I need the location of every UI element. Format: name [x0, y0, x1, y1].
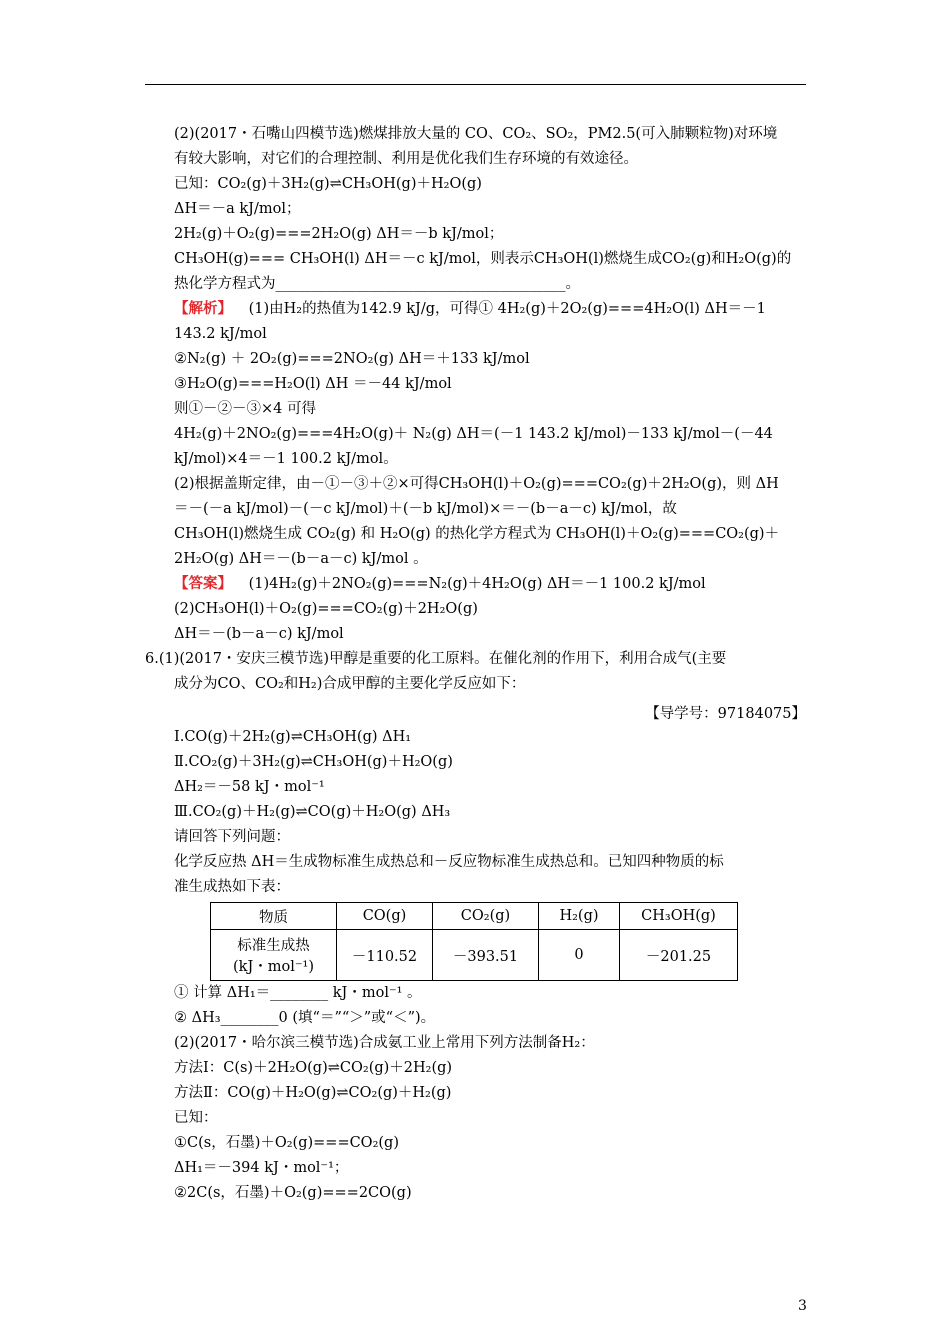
- text-line: 方法Ⅱ：CO(g)＋H₂O(g)⇌CO₂(g)＋H₂(g): [174, 1085, 452, 1101]
- text-line: (1)4H₂(g)＋2NO₂(g)===N₂(g)＋4H₂O(g) ΔH＝－1 100.2 kJ/mol: [248, 576, 706, 592]
- text-line: Ⅱ.CO₂(g)＋3H₂(g)⇌CH₃OH(g)＋H₂O(g): [174, 754, 453, 770]
- table-cell: －110.52: [337, 930, 433, 981]
- text-line: 请回答下列问题：: [174, 829, 290, 845]
- text-line: ΔH₂＝－58 kJ・mol⁻¹: [174, 779, 325, 795]
- text-line: (1)由H₂的热值为142.9 kJ/g，可得① 4H₂(g)＋2O₂(g)===4H₂O(l) ΔH＝－1: [248, 301, 766, 317]
- answer-tag: 【答案】: [174, 575, 232, 592]
- heat-of-formation-table: [210, 902, 738, 981]
- text-line: 化学反应热 ΔH＝生成物标准生成热总和－反应物标准生成热总和。已知四种物质的标: [174, 854, 724, 870]
- table-header-cell: CO₂(g): [433, 903, 539, 930]
- row-label-unit: (kJ・mol⁻¹): [233, 959, 314, 975]
- table-cell: －201.25: [620, 930, 738, 981]
- text-line: kJ/mol)×4＝－1 100.2 kJ/mol。: [174, 451, 398, 467]
- text-line: (2)根据盖斯定律，由－①－③＋②×可得CH₃OH(l)＋O₂(g)===CO₂(g)＋2H₂O(g)，则 ΔH: [174, 476, 779, 492]
- text-line: ② ΔH₃________0 (填“＝”“＞”或“＜”)。: [174, 1010, 436, 1026]
- page-number: 3: [798, 1298, 807, 1314]
- text-line: Ⅲ.CO₂(g)＋H₂(g)⇌CO(g)＋H₂O(g) ΔH₃: [174, 804, 451, 820]
- answer-line: [174, 574, 706, 594]
- table-header-cell: CO(g): [337, 903, 433, 930]
- text-line: 方法Ⅰ：C(s)＋2H₂O(g)⇌CO₂(g)＋2H₂(g): [174, 1060, 453, 1076]
- text-line: (2)(2017・石嘴山四模节选)燃煤排放大量的 CO、CO₂、SO₂，PM2.5(可入肺颗粒物)对环境: [174, 126, 778, 142]
- text-line: ②2C(s，石墨)＋O₂(g)===2CO(g): [174, 1185, 412, 1201]
- text-line: ＝－(－a kJ/mol)－(－c kJ/mol)＋(－b kJ/mol)×＝－(b－a－c) kJ/mol，故: [174, 501, 677, 517]
- text-line: ΔH＝－(b－a－c) kJ/mol: [174, 626, 344, 642]
- table-row-label: [211, 930, 337, 981]
- text-line: CH₃OH(l)燃烧生成 CO₂(g) 和 H₂O(g) 的热化学方程式为 CH₃OH(l)＋O₂(g)===CO₂(g)＋: [174, 526, 780, 542]
- text-line: 已知：: [174, 1110, 218, 1126]
- text-line: 143.2 kJ/mol: [174, 326, 267, 342]
- text-line: 成分为CO、CO₂和H₂)合成甲醇的主要化学反应如下：: [174, 676, 526, 692]
- reference-number: 【导学号：97184075】: [645, 706, 806, 722]
- text-line: ②N₂(g) ＋ 2O₂(g)===2NO₂(g) ΔH＝＋133 kJ/mol: [174, 351, 530, 367]
- text-line: ① 计算 ΔH₁＝________ kJ・mol⁻¹ 。: [174, 985, 422, 1001]
- table-cell: 0: [539, 930, 620, 981]
- text-line: 有较大影响，对它们的合理控制、利用是优化我们生存环境的有效途径。: [174, 151, 638, 167]
- row-label-line: 标准生成热: [237, 938, 310, 954]
- question-6: 6.(1)(2017・安庆三模节选)甲醇是重要的化工原料。在催化剂的作用下，利用合成气(主要: [145, 651, 727, 667]
- text-line: (2)CH₃OH(l)＋O₂(g)===CO₂(g)＋2H₂O(g): [174, 601, 478, 617]
- table-header-cell: H₂(g): [539, 903, 620, 930]
- text-line: 准生成热如下表：: [174, 879, 290, 895]
- text-line: (2)(2017・哈尔滨三模节选)合成氨工业上常用下列方法制备H₂：: [174, 1035, 595, 1051]
- text-line: ΔH₁＝－394 kJ・mol⁻¹；: [174, 1160, 349, 1176]
- text-line: 则①－②－③×4 可得: [174, 401, 316, 417]
- text-line: ①C(s，石墨)＋O₂(g)===CO₂(g): [174, 1135, 399, 1151]
- header-rule: [145, 84, 806, 85]
- analysis-tag: 【解析】: [174, 300, 232, 317]
- text-line: 2H₂O(g) ΔH＝－(b－a－c) kJ/mol 。: [174, 551, 428, 567]
- text-line: ③H₂O(g)===H₂O(l) ΔH ＝－44 kJ/mol: [174, 376, 452, 392]
- table-cell: －393.51: [433, 930, 539, 981]
- text-line: 已知：CO₂(g)＋3H₂(g)⇌CH₃OH(g)＋H₂O(g): [174, 176, 482, 192]
- analysis-line: [174, 299, 766, 319]
- table-row: [211, 930, 738, 981]
- text-line: 2H₂(g)＋O₂(g)===2H₂O(g) ΔH＝－b kJ/mol；: [174, 226, 504, 242]
- text-line: CH₃OH(g)=== CH₃OH(l) ΔH＝－c kJ/mol，则表示CH₃OH(l)燃烧生成CO₂(g)和H₂O(g)的: [174, 251, 792, 267]
- text-line: 热化学方程式为________________________________________。: [174, 276, 580, 292]
- text-line: ΔH＝－a kJ/mol；: [174, 201, 301, 217]
- table-header-cell: 物质: [211, 903, 337, 930]
- table-header-cell: CH₃OH(g): [620, 903, 738, 930]
- text-line: Ⅰ.CO(g)＋2H₂(g)⇌CH₃OH(g) ΔH₁: [174, 729, 412, 745]
- text-line: 4H₂(g)＋2NO₂(g)===4H₂O(g)＋ N₂(g) ΔH＝(－1 143.2 kJ/mol)－133 kJ/mol－(－44: [174, 426, 773, 442]
- table-header-row: [211, 903, 738, 930]
